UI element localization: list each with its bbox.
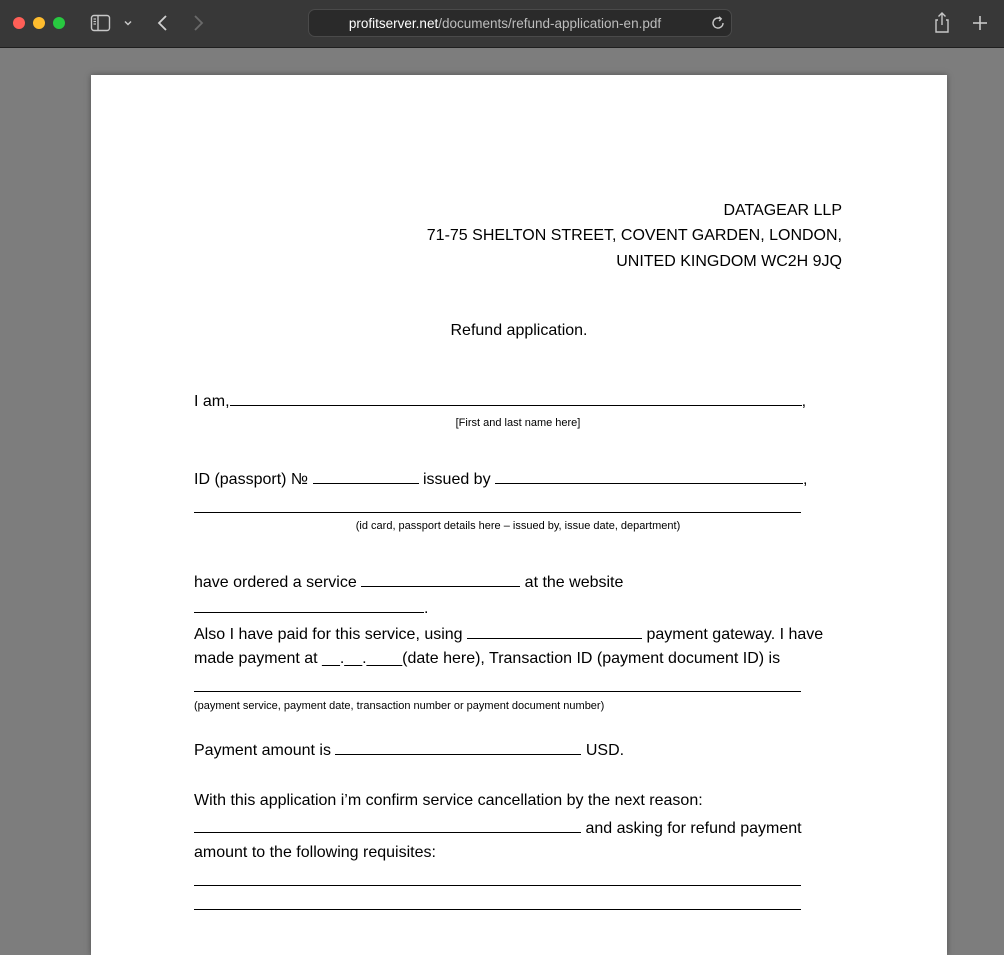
close-window-button[interactable] [13, 17, 25, 29]
service-blank [361, 572, 520, 587]
requisites-line: amount to the following requisites: [194, 844, 436, 861]
chevron-down-icon[interactable] [122, 16, 134, 34]
confirm-line: With this application i’m confirm service cancellation by the next reason: [194, 792, 703, 809]
made-payment-line [194, 650, 780, 668]
gateway-blank [467, 624, 642, 639]
website-line [194, 598, 428, 618]
payment-hint: (payment service, payment date, transaction number or payment document number) [194, 700, 605, 712]
company-name: DATAGEAR LLP [723, 202, 842, 219]
amount-label: Payment amount is [194, 742, 331, 759]
url-text [309, 16, 701, 31]
browser-toolbar [0, 0, 1004, 48]
requisites-rule-1 [194, 885, 801, 886]
paid-suffix: payment gateway. I have [646, 626, 824, 643]
new-tab-icon[interactable] [969, 12, 991, 39]
address-line-2: UNITED KINGDOM WC2H 9JQ [616, 253, 842, 270]
transaction-rule [194, 691, 801, 692]
made-payment-label: made payment at [194, 650, 318, 667]
share-icon[interactable] [932, 11, 952, 40]
i-am-label: I am, [194, 393, 230, 410]
reason-blank [194, 818, 581, 833]
ordered-label: have ordered a service [194, 574, 357, 591]
url-path: /documents/refund-application-en.pdf [438, 16, 662, 31]
website-blank [194, 598, 424, 613]
reload-icon[interactable] [710, 15, 726, 36]
name-hint: [First and last name here] [455, 417, 581, 429]
id-hint: (id card, passport details here – issued by, issue date, department) [355, 520, 681, 532]
comma: , [801, 393, 807, 410]
id-number-blank [313, 469, 419, 484]
pdf-page [91, 75, 947, 955]
amount-blank [335, 740, 581, 755]
name-line [194, 391, 806, 411]
sidebar-toggle-icon[interactable] [90, 12, 112, 39]
date-blanks: __.__.____ [322, 650, 403, 667]
back-icon[interactable] [154, 12, 172, 39]
amount-line [194, 740, 624, 760]
comma: , [803, 471, 808, 488]
name-blank [230, 391, 802, 406]
paid-label: Also I have paid for this service, using [194, 626, 463, 643]
forward-icon[interactable] [189, 12, 207, 39]
id-label: ID (passport) № [194, 471, 309, 488]
document-title: Refund application. [450, 322, 588, 339]
refund-suffix: and asking for refund payment [585, 820, 802, 837]
address-bar[interactable] [308, 9, 732, 37]
issued-by-blank [495, 469, 803, 484]
ordered-line [194, 572, 623, 592]
id-line [194, 469, 807, 489]
made-payment-suffix: (date here), Transaction ID (payment document ID) is [402, 650, 781, 667]
id-details-rule [194, 512, 801, 513]
zoom-window-button[interactable] [53, 17, 65, 29]
paid-line [194, 624, 823, 644]
requisites-rule-2 [194, 909, 801, 910]
amount-suffix: USD. [585, 742, 625, 759]
reason-line [194, 818, 802, 838]
period: . [424, 600, 429, 617]
at-website-label: at the website [524, 574, 624, 591]
minimize-window-button[interactable] [33, 17, 45, 29]
issued-by-label: issued by [422, 471, 491, 488]
url-domain: profitserver.net [348, 16, 439, 31]
address-line-1: 71-75 SHELTON STREET, COVENT GARDEN, LONDON, [426, 227, 842, 244]
